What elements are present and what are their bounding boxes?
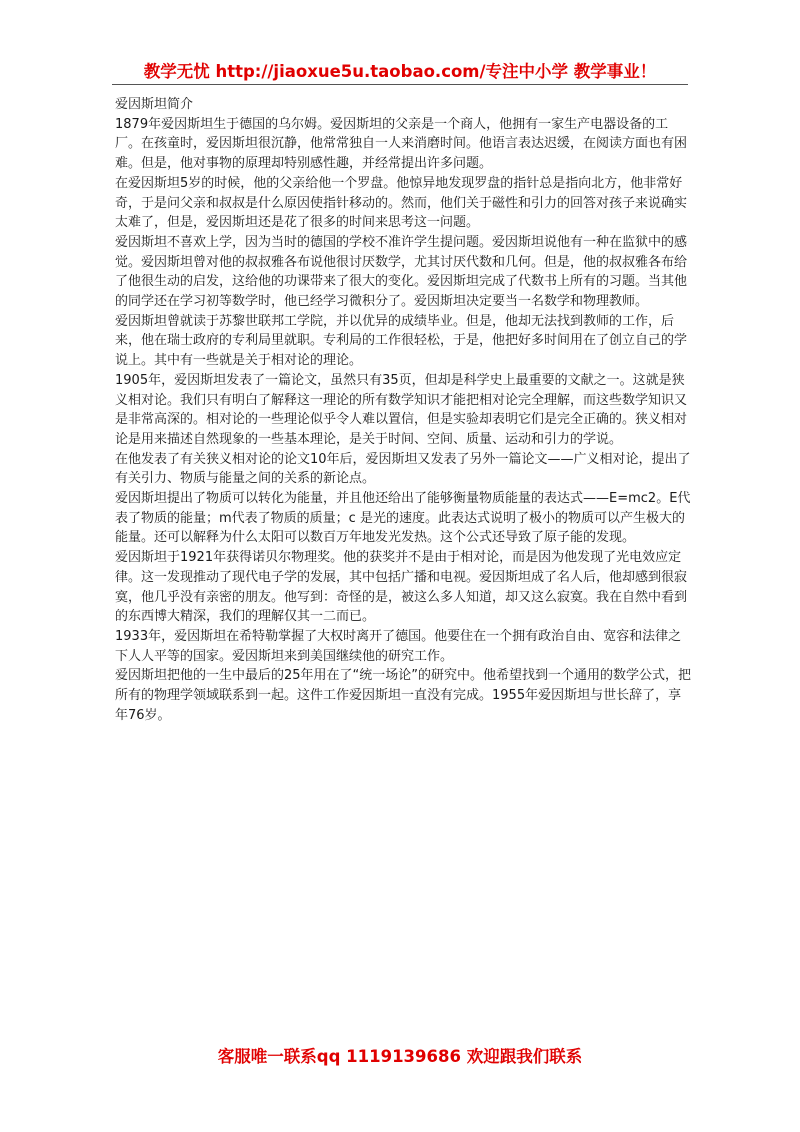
document-title: 爱因斯坦简介 (115, 97, 194, 112)
document-body (115, 95, 691, 726)
paragraph-general-relativity: 在他发表了有关狭义相对论的论文10年后，爱因斯坦又发表了另外一篇论文——广义相对论，提出了有关引力、物质与能量之间的关系的新论点。 (115, 451, 691, 487)
page-footer-contact: 客服唯一联系qq 1119139686 欢迎跟我们联系 (217, 1047, 583, 1066)
paragraph-mass-energy: 爱因斯坦提出了物质可以转化为能量，并且他还给出了能够衡量物质能量的表达式——E=mc2。E代表了物质的能量；m代表了物质的质量；c 是光的速度。此表达式说明了极小的物质可以产生极大的能量。还可以解释为什么太阳可以数百万年地发光发热。这个公式还导致了原子能的发现。 (115, 491, 691, 546)
paragraph-leaving-germany: 1933年，爱因斯坦在希特勒掌握了大权时离开了德国。他要住在一个拥有政治自由、宽容和法律之下人人平等的国家。爱因斯坦来到美国继续他的研究工作。 (115, 628, 682, 664)
page-header-banner: 教学无忧 http://jiaoxue5u.taobao.com/专注中小学 教学事业！ (143, 62, 657, 81)
paragraph-compass: 在爱因斯坦5岁的时候，他的父亲给他一个罗盘。他惊异地发现罗盘的指针总是指向北方，他非常好奇，于是问父亲和叔叔是什么原因使指针移动的。然而，他们关于磁性和引力的回答对孩子来说确实太难了，但是，爱因斯坦还是花了很多的时间来思考这一问题。 (115, 175, 688, 231)
paragraph-nobel-prize: 爱因斯坦于1921年获得诺贝尔物理奖。他的获奖并不是由于相对论，而是因为他发现了光电效应定律。这一发现推动了现代电子学的发展，其中包括广播和电视。爱因斯坦成了名人后，他却感到很寂寞，他几乎没有亲密的朋友。他写到：奇怪的是，被这么多人知道，却又这么寂寞。我在自然中看到的东西博大精深，我们的理解仅其一二而已。 (115, 550, 688, 625)
paragraph-patent-office: 爱因斯坦曾就读于苏黎世联邦工学院，并以优异的成绩毕业。但是，他却无法找到教师的工作，后来，他在瑞士政府的专利局里就职。专利局的工作很轻松，于是，他把好多时间用在了创立自己的学说上。其中有一些就是关于相对论的理论。 (115, 313, 688, 369)
paragraph-unified-field: 爱因斯坦把他的一生中最后的25年用在了“统一场论”的研究中。他希望找到一个通用的数学公式，把所有的物理学领域联系到一起。这件工作爱因斯坦一直没有完成。1955年爱因斯坦与世长辞了，享年76岁。 (115, 668, 692, 723)
paragraph-birth: 1879年爱因斯坦生于德国的乌尔姆。爱因斯坦的父亲是一个商人，他拥有一家生产电器设备的工厂。在孩童时，爱因斯坦很沉静，他常常独自一人来消磨时间。他语言表达迟缓，在阅读方面也有困难。但是，他对事物的原理却特别感性趣，并经常提出许多问题。 (115, 116, 688, 172)
paragraph-school: 爱因斯坦不喜欢上学，因为当时的德国的学校不准许学生提问题。爱因斯坦说他有一种在监狱中的感觉。爱因斯坦曾对他的叔叔雅各布说他很讨厌数学，尤其讨厌代数和几何。但是，他的叔叔雅各布给了他很生动的启发，这给他的功课带来了很大的变化。爱因斯坦完成了代数书上所有的习题。当其他的同学还在学习初等数学时，他已经学习微积分了。爱因斯坦决定要当一名数学和物理教师。 (115, 234, 688, 310)
paragraph-special-relativity: 1905年，爱因斯坦发表了一篇论文，虽然只有35页，但却是科学史上最重要的文献之一。这就是狭义相对论。我们只有明白了解释这一理论的所有数学知识才能把相对论完全理解，而这些数学知识又是非常高深的。相对论的一些理论似乎令人难以置信，但是实验却表明它们是完全正确的。狭义相对论是用来描述自然现象的一些基本理论，是关于时间、空间、质量、运动和引力的学说。 (115, 372, 688, 447)
header-divider (112, 84, 688, 85)
